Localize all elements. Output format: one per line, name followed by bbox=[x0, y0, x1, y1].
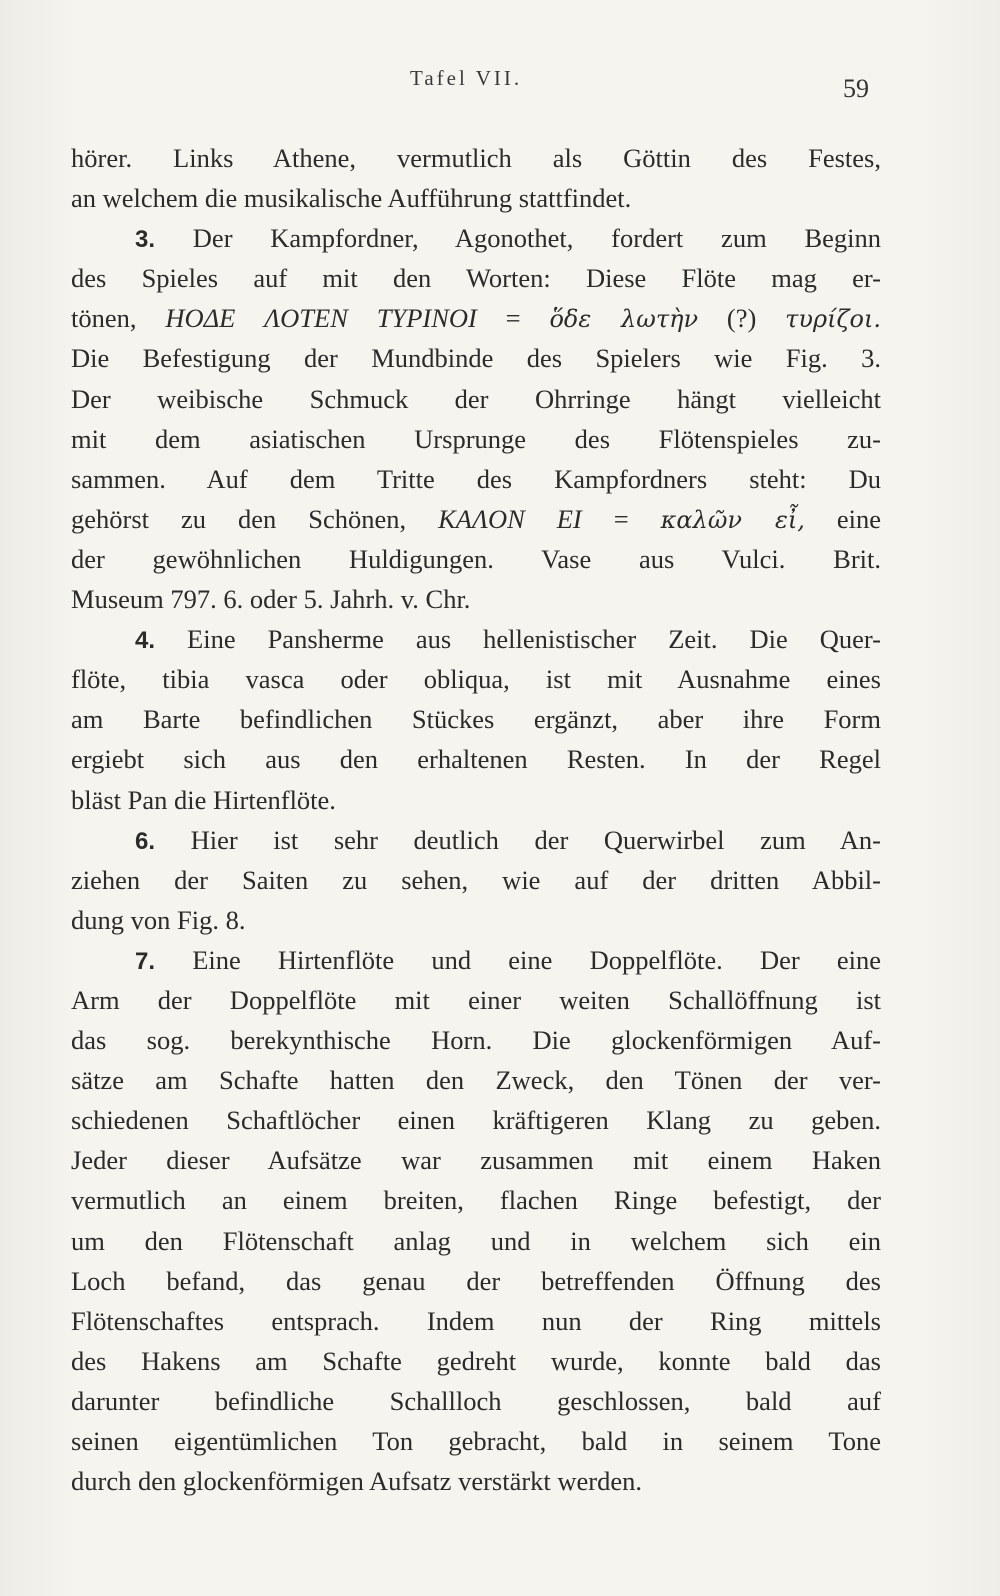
line-text: am Barte befindlichen Stückes ergänzt, aber ihre Form bbox=[71, 704, 881, 735]
line-text: Der weibische Schmuck der Ohrringe hängt vielleicht bbox=[71, 383, 881, 414]
text-line bbox=[71, 178, 881, 218]
line-text: = bbox=[476, 303, 550, 334]
text-line bbox=[71, 860, 881, 900]
line-text: durch den glockenförmigen Aufsatz verstärkt werden. bbox=[71, 1466, 643, 1497]
text-line bbox=[71, 1060, 881, 1100]
text-line bbox=[71, 980, 881, 1020]
line-text: Jeder dieser Aufsätze war zusammen mit einem Haken bbox=[71, 1145, 881, 1176]
line-text: an welchem die musikalische Aufführung stattfindet. bbox=[71, 183, 632, 214]
line-text: Museum 797. 6. oder 5. Jahrh. v. Chr. bbox=[71, 584, 471, 615]
text-line bbox=[71, 1461, 881, 1501]
line-text: mit dem asiatischen Ursprunge des Flötenspieles zu- bbox=[71, 423, 881, 454]
text-line bbox=[71, 739, 881, 779]
line-text: des Hakens am Schafte gedreht wurde, konnte bald das bbox=[71, 1345, 881, 1376]
greek-transcription: τυρίζοι. bbox=[785, 305, 881, 334]
line-text: darunter befindliche Schallloch geschlossen, bald auf bbox=[71, 1385, 881, 1416]
text-line bbox=[71, 1221, 881, 1261]
line-text: Eine Hirtenflöte und eine Doppelflöte. Der eine bbox=[192, 944, 881, 975]
line-text: Loch befand, das genau der betreffenden Öffnung des bbox=[71, 1265, 881, 1296]
line-text: seinen eigentümlichen Ton gebracht, bald in seinem Tone bbox=[71, 1426, 881, 1456]
line-text: Eine Pansherme aus hellenistischer Zeit. Die Quer- bbox=[187, 624, 881, 655]
text-line bbox=[71, 539, 881, 579]
section-number: 4. bbox=[135, 627, 156, 655]
line-text: gehörst zu den Schönen, bbox=[71, 503, 439, 534]
text-line bbox=[71, 1261, 881, 1301]
text-line bbox=[71, 338, 881, 378]
text-line bbox=[71, 379, 881, 419]
line-text: dung von Fig. 8. bbox=[71, 904, 246, 935]
plate-title: Tafel VII. bbox=[410, 66, 523, 90]
text-line bbox=[71, 1140, 881, 1180]
text-line bbox=[71, 1180, 881, 1220]
line-text: eine bbox=[804, 503, 881, 534]
line-text: der gewöhnlichen Huldigungen. Vase aus Vulci. Brit. bbox=[71, 543, 881, 574]
text-line bbox=[71, 659, 881, 699]
line-text: ergiebt sich aus den erhaltenen Resten. In der Regel bbox=[71, 744, 881, 775]
line-text: bläst Pan die Hirtenflöte. bbox=[71, 784, 336, 815]
text-line bbox=[71, 218, 881, 258]
text-line bbox=[71, 820, 881, 860]
text-line bbox=[71, 900, 881, 940]
line-text: sätze am Schafte hatten den Zweck, den Tönen der ver- bbox=[71, 1065, 881, 1096]
line-text: (?) bbox=[698, 303, 786, 334]
line-text: um den Flötenschaft anlag und in welchem sich ein bbox=[71, 1225, 881, 1256]
section-number: 6. bbox=[135, 827, 156, 855]
greek-transcription: ὅδε λωτὴν bbox=[549, 305, 699, 334]
line-text: flöte, tibia vasca oder obliqua, ist mit Ausnahme eines bbox=[71, 664, 881, 695]
line-text: ziehen der Saiten zu sehen, wie auf der dritten Abbil- bbox=[71, 864, 881, 895]
line-text: tönen, bbox=[71, 303, 166, 334]
section-number: 7. bbox=[135, 947, 156, 975]
inscription-text: KAΛON EI bbox=[438, 503, 582, 534]
text-line bbox=[71, 1301, 881, 1341]
text-line bbox=[71, 1100, 881, 1140]
text-line bbox=[71, 298, 881, 338]
line-text: das sog. berekynthische Horn. Die glockenförmigen Auf- bbox=[71, 1025, 881, 1056]
greek-transcription: καλῶν εἶ, bbox=[660, 505, 805, 534]
inscription-text: HOΔE ΛOTEN TYPINOI bbox=[165, 303, 477, 334]
line-text: Hier ist sehr deutlich der Querwirbel zum An- bbox=[190, 824, 881, 855]
text-line bbox=[71, 138, 881, 178]
line-text: des Spieles auf mit den Worten: Diese Flöte mag er- bbox=[71, 263, 881, 294]
text-line bbox=[71, 780, 881, 820]
text-line bbox=[71, 1421, 881, 1461]
text-line bbox=[71, 499, 881, 539]
line-text: Flötenschaftes entsprach. Indem nun der Ring mittels bbox=[71, 1305, 881, 1336]
line-text: Die Befestigung der Mundbinde des Spielers wie Fig. 3. bbox=[71, 343, 881, 374]
section-number: 3. bbox=[135, 226, 156, 254]
line-text: Der Kampfordner, Agonothet, fordert zum Beginn bbox=[192, 223, 881, 254]
text-line bbox=[71, 699, 881, 739]
text-line bbox=[71, 1341, 881, 1381]
text-line bbox=[71, 940, 881, 980]
line-text: = bbox=[581, 503, 661, 534]
text-line bbox=[71, 419, 881, 459]
line-text: hörer. Links Athene, vermutlich als Göttin des Festes, bbox=[71, 143, 881, 173]
page-number: 59 bbox=[843, 74, 869, 103]
text-line bbox=[71, 459, 881, 499]
text-line bbox=[71, 1020, 881, 1060]
text-line bbox=[71, 579, 881, 619]
text-line bbox=[71, 1381, 881, 1421]
line-text: sammen. Auf dem Tritte des Kampfordners steht: Du bbox=[71, 463, 881, 494]
text-line bbox=[71, 258, 881, 298]
body-text bbox=[71, 138, 881, 1501]
text-line bbox=[71, 619, 881, 659]
line-text: vermutlich an einem breiten, flachen Ringe befestigt, der bbox=[71, 1185, 881, 1216]
line-text: Arm der Doppelflöte mit einer weiten Schallöffnung ist bbox=[71, 984, 881, 1015]
running-head bbox=[0, 62, 1000, 102]
line-text: schiedenen Schaftlöcher einen kräftigeren Klang zu geben. bbox=[71, 1105, 881, 1136]
